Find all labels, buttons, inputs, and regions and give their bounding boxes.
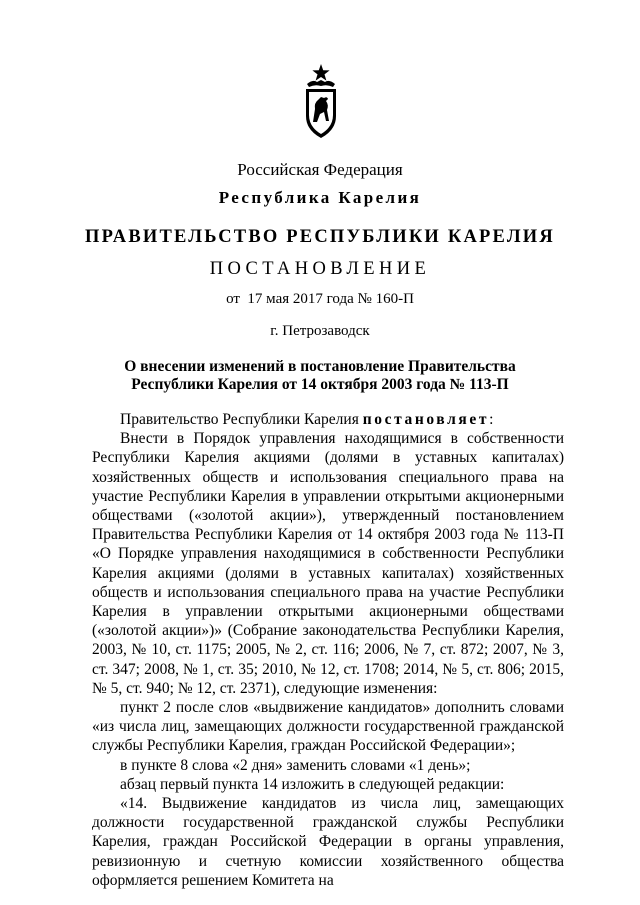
subject-line: Республики Карелия от 14 октября 2003 года № 113-П [131, 376, 509, 393]
subject-line: О внесении изменений в постановление Правительства [124, 358, 516, 375]
federation-title: Российская Федерация [237, 160, 403, 179]
karelia-coat-of-arms-icon [299, 62, 343, 142]
body-paragraph: пункт 2 после слов «выдвижение кандидатов» дополнить словами «из числа лиц, замещающих должности государственной гражданской службы Республики Карелия, граждан Российской Федерации»; [92, 699, 564, 755]
republic-title: Республика Карелия [218, 188, 422, 207]
document-type: ПОСТАНОВЛЕНИЕ [209, 259, 431, 279]
intro-suffix: : [489, 411, 494, 428]
document-city: г. Петрозаводск [270, 323, 370, 339]
document-body [92, 410, 564, 890]
body-paragraph: в пункте 8 слова «2 дня» заменить словами «1 день»; [120, 756, 471, 774]
intro-prefix: Правительство Республики Карелия [120, 411, 363, 428]
body-paragraph: «14. Выдвижение кандидатов из числа лиц, замещающих должности государственной гражданской службы Республики Карелия, граждан Российской Федерации в органы управления, ревизионную и счетную комиссии хозяйственного общества оформляется решением Комитета на [92, 795, 564, 889]
document-date: от 17 мая 2017 года № 160-П [226, 291, 414, 307]
document-subject [0, 358, 640, 394]
intro-resolves: постановляет [362, 411, 490, 428]
government-title: ПРАВИТЕЛЬСТВО РЕСПУБЛИКИ КАРЕЛИЯ [85, 227, 555, 247]
body-paragraph: абзац первый пункта 14 изложить в следующей редакции: [120, 775, 505, 793]
body-paragraph: Внести в Порядок управления находящимися в собственности Республики Карелия акциями (долями в уставных капиталах) хозяйственных обществ и использования специального права на участие Республики Карелия в управлении открытыми акционерными обществами («золотой акции»), утвержденный постановлением Правительства Республики Карелия от 14 октября 2003 года № 113-П «О Порядке управления находящимися в собственности Республики Карелия акциями (долями в уставных капиталах) хозяйственных обществ и использования специального права на участие Республики Карелия в управлении открытыми акционерными обществами («золотой акции»)» (Собрание законодательства Республики Карелия, 2003, № 10, ст. 1175; 2005, № 2, ст. 116; 2006, № 7, ст. 872; 2007, № 3, ст. 347; 2008, № 1, ст. 35; 2010, № 12, ст. 1708; 2014, № 5, ст. 806; 2015, № 5, ст. 940; № 12, ст. 2371), следующие изменения: [92, 430, 564, 697]
intro-paragraph [92, 410, 564, 429]
